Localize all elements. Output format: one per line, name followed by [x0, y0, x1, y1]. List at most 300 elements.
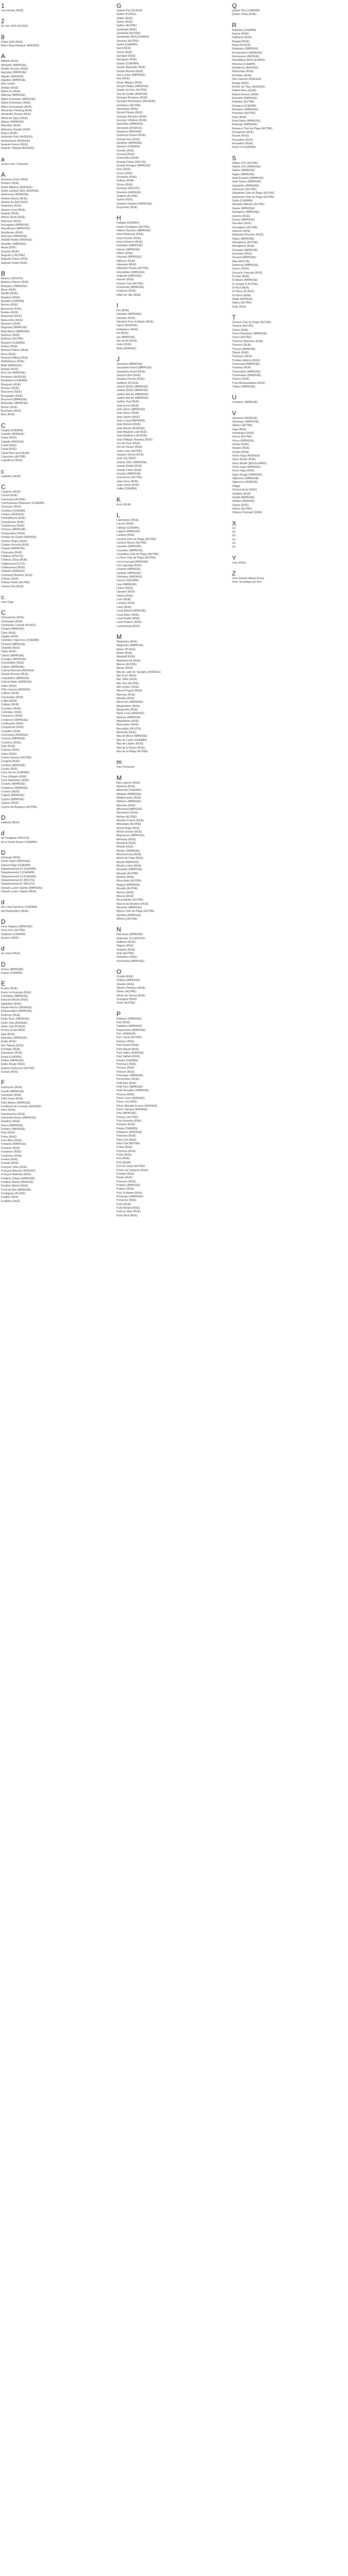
street-item: Forgerons (RUE)	[1, 1154, 22, 1158]
street-item: Hêtres (RUE)	[117, 251, 133, 255]
street-item: Ardennes (RUE)	[1, 219, 21, 223]
street-item: Plaine (CHEMIN)	[117, 1127, 138, 1130]
street-item: Port (RUE)	[117, 1157, 130, 1161]
street-item: Verdun (RUE)	[232, 450, 249, 454]
street-item: Résenia (CHEMIN)	[232, 62, 256, 66]
street-item: Paul Valéry (AVENUE)	[117, 1051, 144, 1055]
letter-section	[1, 422, 116, 463]
street-item: Lézards (IMPASSE)	[117, 568, 141, 571]
street-item: chez Gapt	[1, 600, 14, 604]
street-item: Lilyanne (RUE)	[117, 590, 135, 594]
street-item: Boucles (RUE)	[1, 386, 20, 390]
street-item: Bordelaise (CHEMIN)	[1, 379, 27, 383]
street-item: Canal Rive Sud (QUAI)	[1, 451, 29, 455]
street-item: Capotières (RUE)	[1, 459, 23, 463]
street-item: Lafarge (CHEMIN)	[117, 526, 139, 530]
street-item: Moulins (RUE)	[117, 876, 135, 879]
street-item: Salins (CHEMIN)	[232, 199, 253, 203]
street-item: Génie Militaire (RUE)	[117, 81, 143, 84]
street-item: Henri Barbusse (RUE)	[117, 233, 144, 236]
street-item: Port de Canal (AUTRE)	[117, 1165, 145, 1168]
street-item: Négres (RUE)	[117, 944, 134, 948]
street-item: Cocotiers (RUE)	[1, 707, 21, 710]
street-item: Léon Foucault (IMPASSE)	[117, 560, 148, 564]
section-letter: B	[1, 269, 6, 277]
street-item: Poilus (RUE)	[117, 1146, 132, 1149]
street-item: Cyprès (IMPASSE)	[1, 798, 24, 801]
street-item: Rural 10 (CHEMIN)	[232, 146, 256, 149]
street-item: Lavandins Clair de Plage (AUTRE)	[117, 553, 159, 556]
street-item: Thuyas (IMPASSE)	[232, 347, 256, 351]
section-letter: G	[117, 2, 122, 9]
street-item: Hortensias (IMPASSE)	[117, 286, 144, 290]
street-item: Garns (RUE)	[117, 50, 132, 54]
street-item: Gaston Baissette (RUE)	[117, 66, 146, 70]
street-item: Joseph Delteil (RUE)	[117, 465, 142, 468]
street-item: Jules Verne (RUE)	[117, 483, 139, 487]
street-item: Pierre Curie (AVENUE)	[117, 1096, 145, 1100]
street-item: Plaisance (AVENUE)	[117, 1131, 142, 1134]
street-item: Mouette (AUTRE)	[117, 872, 139, 875]
street-item: Colibri (RUE)	[1, 699, 18, 703]
street-item: Mas de la Plaine (RUE)	[117, 746, 145, 750]
street-item: Elysée Reclus (AVENUE)	[1, 1006, 32, 1010]
street-item: Quatre Pins (CHEMIN)	[232, 9, 260, 12]
street-item: Marjolaines (RUE)	[117, 720, 139, 723]
street-item: Coeurdalles (RUE)	[1, 662, 24, 665]
street-item: Champfleurie (RUE)	[1, 517, 26, 520]
street-item: Antoine de Baif (RUE)	[1, 201, 28, 205]
street-item: Lavande (IMPASSE)	[117, 545, 142, 549]
street-item: Bastien (RUE)	[1, 311, 19, 314]
street-item: Gambetta (RUE)	[117, 28, 137, 31]
street-item: Industrie (IMPASSE)	[117, 313, 142, 316]
street-item: Louis Blanc (RUE)	[117, 613, 139, 617]
street-item: Industrie (RUE)	[117, 316, 136, 320]
street-item: 25 Juin 1944 (PLACE)	[1, 25, 28, 28]
street-item: Ravel (PLACE)	[232, 44, 251, 47]
section-letter: R	[232, 21, 237, 29]
street-item: Mélèzes (IMPASSE)	[117, 800, 141, 804]
street-item: Lilas (IMPASSE)	[117, 583, 137, 586]
street-item: Artois (RUE)	[1, 246, 16, 250]
street-item: André Malraux (AVENUE)	[1, 185, 32, 189]
street-item: Ambroise Paré (AVENUE)	[1, 135, 33, 139]
letter-section	[1, 961, 116, 976]
street-item: Bouconne (RUE)	[1, 391, 22, 394]
street-item: Bourgogne (RUE)	[1, 394, 23, 398]
street-item: Palmiers (IMPASSE)	[117, 1017, 142, 1021]
street-item: Distillerie (CHEMIN)	[1, 933, 26, 936]
street-item: Canal (RUE)	[1, 444, 17, 447]
street-item: Manon (AUTRE)	[117, 663, 137, 666]
section-letter: F	[1, 1079, 5, 1087]
street-item: Gallée (RUE)	[117, 16, 133, 20]
street-item: Heysses (IMPASSE)	[117, 256, 142, 259]
street-item: Bartillé (RUE)	[1, 292, 18, 296]
street-item: Grammon Robert (RUE)	[117, 134, 146, 138]
letter-section	[1, 594, 116, 604]
street-item: Michel Dorrier (RUE)	[117, 831, 142, 834]
street-item: Rabelais (CHEMIN)	[232, 28, 256, 32]
street-item: Molière (IMPASSE)	[117, 849, 140, 853]
street-item: Jean Ferrat (RUE)	[117, 404, 139, 408]
street-item: Fleurs (IMPASSE)	[1, 1124, 23, 1127]
street-item: Courlis (RUE)	[1, 768, 18, 771]
street-item: Pelouse (RUE)	[117, 1070, 135, 1074]
street-item: Anciens (RUE)	[1, 182, 20, 185]
street-item: Loire (RUE)	[117, 598, 131, 602]
street-item: Côtes (RUE)	[1, 684, 17, 688]
street-item: Chasselas (RUE)	[1, 551, 22, 554]
street-item: Bouvreuil (IMPASSE)	[1, 398, 27, 401]
street-item: Laboratoire (RUE)	[117, 518, 139, 522]
street-item: Arbres Neufs (RUE)	[1, 216, 26, 219]
street-item: Albert Schweitzer (RUE)	[1, 101, 31, 105]
street-item: XX	[232, 527, 236, 530]
street-item: Moulin à Vent (RUE)	[117, 865, 142, 868]
street-item: Alfred de Vigny (RUE)	[1, 116, 28, 120]
street-item: Brouhane (RUE)	[1, 409, 22, 413]
street-item: Venise (AUTRE)	[232, 435, 252, 439]
street-item: Châteauneuf (CITÉ)	[1, 562, 26, 566]
street-item: Ecoles (RUE)	[1, 987, 18, 991]
letter-section	[1, 156, 116, 166]
street-item: Auguste Rodin (RUE)	[1, 261, 27, 265]
street-item: Gustave Flaubert (IMPASSE)	[117, 202, 152, 206]
street-item: Instituteurs (RUE)	[117, 328, 139, 331]
section-letter: V	[232, 409, 237, 417]
street-item: Sully (RUE)	[232, 305, 246, 309]
street-item: Mar Leclerc (RUE)	[117, 686, 139, 689]
street-item: Chardonnay (RUE)	[1, 524, 25, 528]
street-item: Le Brun Clair de Plage (AUTRE)	[117, 556, 156, 560]
letter-section	[1, 814, 116, 825]
street-item: Luxembourg (RUE)	[117, 624, 140, 628]
street-item: Muguet (IMPASSE)	[117, 883, 140, 887]
street-item: Ambles (RUE)	[1, 86, 19, 90]
letter-section	[117, 496, 231, 507]
street-item: Myosotis (IMPASSE)	[117, 906, 142, 909]
letter-section	[1, 1079, 116, 1204]
street-item: Parc Canal (AUTRE)	[117, 1036, 142, 1040]
street-item: Giroflées (IMPASSE)	[117, 142, 142, 145]
street-item: Hirondelles (IMPASSE)	[117, 270, 145, 274]
street-item: Saladelles (IMPASSE)	[232, 184, 259, 188]
street-item: Savoie (IMPASSE)	[232, 218, 255, 222]
street-item: Plein Ciel (RUE)	[117, 1138, 137, 1142]
street-item: Mar de Latte de Tassigny (AVENUE)	[117, 670, 161, 674]
street-item: Corrèze (IMPASSE)	[1, 737, 25, 741]
letter-section	[232, 2, 347, 17]
street-item: Jean Zay (RUE)	[117, 457, 136, 461]
street-item: Hospices (RUE)	[117, 290, 136, 293]
street-item: Jeanne d'Arc (IMPASSE)	[117, 461, 147, 464]
street-item: Gounod (RUE)	[117, 153, 135, 157]
street-item: Carnot (RUE)	[1, 494, 18, 498]
street-item: Fiers (RUE)	[1, 1109, 15, 1112]
street-item: Berlioz (RUE)	[1, 345, 18, 349]
street-item: Roussillon (RUE)	[232, 142, 253, 145]
street-item: Citadelle (RUE)	[1, 647, 20, 650]
street-item: Bertrand Rilling (RUE)	[1, 357, 28, 360]
street-item: des Radoubiers (RUE)	[1, 909, 29, 913]
section-letter: D	[1, 849, 6, 856]
street-item: Paquerettes (IMPASSE)	[117, 1028, 146, 1032]
street-item: Source (RUE)	[232, 267, 249, 271]
street-item: Muriers (RUE)	[117, 891, 134, 894]
street-item: Tamaris Clair de Plage (AUTRE)	[232, 321, 272, 325]
street-item: Paul Eluard (RUE)	[117, 1044, 139, 1047]
street-item: Hallage (CHEMIN)	[117, 222, 139, 225]
letter-section	[1, 270, 116, 417]
street-item: Touristes (RUE)	[232, 366, 252, 370]
street-item: Arquibuses (RUE)	[1, 231, 23, 234]
street-item: de la Garde Basse (CHEMIN)	[1, 840, 37, 844]
street-item: Garbe (CHEMIN)	[117, 43, 138, 47]
street-item: Hibiscus (RUE)	[117, 259, 136, 263]
street-item: Augustin Pierre (RUE)	[1, 258, 28, 261]
street-item: Député Lucien Salette (RUE)	[1, 890, 37, 893]
street-item: Henri Fornier (RUE)	[117, 236, 141, 240]
street-item: 1ère Armée (RUE)	[1, 9, 24, 12]
street-item: Debonge (RUE)	[1, 856, 21, 859]
street-item: Juillet (CHEMIN)	[117, 487, 137, 491]
street-item: Rethondes (RUE)	[232, 70, 254, 74]
street-item: Marennes (IMPASSE)	[117, 701, 143, 704]
street-item: Brus (RUE)	[1, 413, 15, 417]
street-item: Stalou (AUTRE)	[232, 301, 252, 305]
street-item: Rossignols (RUE)	[232, 130, 254, 134]
street-item: Voltaire (AVENUE)	[232, 500, 255, 503]
section-letter: Z	[232, 569, 236, 577]
street-item: Louis Braille (RUE)	[117, 617, 140, 620]
street-item: Châteauneuf (RUE)	[1, 566, 25, 569]
street-item: Gentianes (AUTRE)	[117, 104, 141, 107]
street-item: Confiturerie (RUE)	[1, 722, 24, 725]
street-item: Agoretes (IMPASSE)	[1, 71, 27, 75]
street-item: Gard (RUE)	[117, 47, 131, 50]
street-item: Mar Foch (RUE)	[117, 674, 137, 677]
street-item: Puits du Bois (RUE)	[117, 1210, 141, 1214]
letter-section	[232, 410, 347, 515]
street-item: Bidet (IMPASSE)	[1, 364, 22, 367]
section-letter: P	[117, 1010, 121, 1018]
street-item: Aristide Maillol (AVENUE)	[1, 239, 32, 242]
street-item: Château (ROUTE)	[1, 554, 24, 558]
street-item: Bergerie (CHEMIN)	[1, 341, 25, 345]
street-item: ancien Parc Chassese	[1, 162, 28, 166]
street-item: Parc (AVENUE)	[117, 1032, 136, 1036]
street-item: Malebranche (RUE)	[117, 659, 141, 663]
street-item: Minoterie (RUE)	[117, 842, 136, 845]
street-item: Départemental 52 (ROUTE)	[1, 878, 35, 882]
street-item: Sables d'Or (IMPASSE)	[232, 165, 261, 169]
street-item: Résidence (AVENUE)	[232, 66, 259, 70]
street-item: Prairies (RUE)	[117, 1188, 135, 1191]
street-item: Marines (IMPASSE)	[117, 716, 141, 719]
street-item: Chopin (IMPASSE)	[1, 628, 24, 631]
street-item: Sémaphore (RUE)	[232, 245, 255, 248]
street-item: Isle de Ré (RUE)	[117, 339, 138, 343]
street-item: Jardinier (PLACE)	[117, 381, 139, 385]
street-item: Folies (RUE)	[1, 1135, 17, 1139]
street-item: Neflières (RUE)	[117, 940, 136, 944]
street-item: Renaissance (IMPASSE)	[232, 51, 262, 55]
street-item: Joseph Fabre (RUE)	[117, 468, 142, 472]
street-item: Ecole Le Français (RUE)	[1, 991, 31, 994]
street-item: Herbettes (IMPASSE)	[117, 244, 143, 248]
street-item: Mas de Cazer (CHEMIN)	[117, 738, 147, 742]
street-item: Sarcelles (RUE)	[232, 222, 252, 226]
street-item: Départemental 2 (CHEMIN)	[1, 871, 35, 875]
street-item: Carroyers (RUE)	[1, 505, 22, 509]
street-item: Salicornes (AUTRE)	[232, 188, 257, 192]
letter-section	[1, 2, 116, 13]
street-item: Ysar (RUE)	[232, 561, 246, 565]
street-item: Marcel Pagnol (RUE)	[117, 689, 143, 693]
street-item: Raffinerie (RUE)	[232, 36, 252, 40]
street-item: Albert Gourmande (RUE)	[1, 105, 32, 109]
street-item: Mésanges (AUTRE)	[117, 823, 141, 826]
street-item: Bois Joli (IMPASSE)	[1, 371, 26, 375]
index-column	[1, 2, 117, 2576]
street-item: Châtelet (AVENUE)	[1, 570, 25, 573]
street-item: Picasso (RUE)	[117, 1093, 135, 1096]
street-item: Neptune (RUE)	[117, 948, 136, 952]
street-item: Bazaille (CHEMIN)	[1, 299, 24, 303]
street-item: Dunes (IMPASSE)	[1, 968, 24, 971]
street-item: Croisets (IMPASSE)	[1, 783, 26, 786]
street-item: Pradets (IMPASSE)	[117, 1183, 141, 1187]
street-item: Narcisses (IMPASSE)	[117, 933, 143, 937]
section-letter: d	[1, 945, 5, 953]
street-item: Brelandier (IMPASSE)	[1, 402, 28, 405]
section-letter: D	[1, 960, 6, 968]
street-item: Pinsons (AUTRE)	[117, 1115, 138, 1119]
street-item: François Mauriac (AVENUE)	[1, 1169, 36, 1173]
letter-section	[1, 918, 116, 940]
street-item: Anatole Thibault (AVENUE)	[1, 147, 35, 150]
street-item: Embarcadère (IMPASSE)	[1, 1010, 32, 1013]
street-item: Croisières (IMPASSE)	[1, 786, 28, 790]
street-item: Village	[232, 484, 240, 488]
street-item: Vigne Rouge (IMPASSE)	[232, 473, 262, 477]
street-item: Auguste (L'AUTRE)	[1, 253, 25, 257]
street-item: Iles (RUE)	[117, 309, 129, 313]
section-letter: 2	[1, 18, 5, 25]
street-item: Anatole (RUE)	[1, 212, 19, 216]
street-item: Pierre Sémard (AVENUE)	[117, 1108, 148, 1111]
street-item: Victor Hugo (AVENUE)	[232, 454, 260, 458]
street-item: Jourdan (IMPASSE)	[117, 472, 141, 476]
street-item: Jean Lurçat (IMPASSE)	[117, 419, 145, 423]
street-item: Haute Frontignan (AUTRE)	[117, 225, 150, 229]
street-item: Mendès France (RUE)	[117, 819, 144, 822]
street-item: Aiguilles (IMPASSE)	[1, 79, 26, 82]
street-item: Victor Hugo (RUE)	[232, 469, 255, 473]
street-item: Montmorency (RUE)	[117, 853, 142, 857]
street-item: Lisière (RUE)	[117, 587, 133, 590]
street-item: Marie Curie (AVENUE)	[117, 712, 144, 716]
street-item: Jules Ferry (RUE)	[117, 480, 139, 483]
street-item: Fontaine (RUE)	[1, 1146, 20, 1150]
street-item: Portalet (RUE)	[117, 1172, 135, 1176]
street-item: Colombier (RUE)	[1, 710, 22, 714]
street-item: Erelle (RUE)	[1, 1040, 16, 1044]
street-item: Fusillées (RUE)	[1, 1199, 21, 1203]
street-item: Grives (RUE)	[117, 183, 133, 187]
letter-section	[1, 53, 116, 150]
letter-section	[232, 394, 347, 404]
street-item: Vieux Moulin (BOULEVARD)	[232, 462, 267, 465]
street-item: Cheverloute (RUE)	[1, 616, 24, 620]
street-item: Lierres (SQUARE)	[117, 579, 139, 583]
street-item: Jardins (RUE) (IMPASSE)	[117, 389, 148, 393]
letter-section	[1, 849, 116, 894]
street-item: Capelle (AVENUE)	[1, 440, 24, 444]
street-item: Terres (AUTRE)	[232, 336, 252, 340]
index-column	[232, 2, 347, 2576]
section-letter: J	[117, 355, 120, 363]
street-item: Henri Vincenot (RUE)	[117, 240, 143, 244]
street-item: Vacances (AVENUE)	[232, 416, 258, 420]
street-item: Galère (PLACE)	[117, 13, 137, 16]
street-item: Bécanins (RUE)	[1, 323, 21, 326]
street-item: XX	[232, 546, 236, 549]
street-item: Départemental 14 (CHEMIN)	[1, 875, 36, 878]
street-item: Jacques Prévert (RUE)	[117, 378, 145, 381]
letter-section	[117, 355, 231, 492]
street-item: Maternité (CHEMIN)	[117, 789, 141, 792]
street-item: Printemps (IMPASSE)	[117, 1195, 143, 1198]
letter-section	[117, 2, 231, 210]
street-item: du Canal (RUE)	[1, 952, 21, 956]
letter-section	[117, 774, 231, 922]
street-item: Cugnot (IMPASSE)	[1, 794, 25, 798]
street-item: Pasteur (RUE)	[117, 1040, 135, 1043]
street-item: Myrtilles (IMPASSE)	[117, 913, 141, 917]
street-item: Dalberty (RUE)	[1, 821, 20, 824]
street-item: Petit Parc (IMPASSE)	[117, 1085, 143, 1089]
street-item: Galets (RUE)	[117, 21, 133, 24]
street-item: Grands Rivages (IMPASSE)	[117, 164, 151, 168]
street-item: Mémoire (RUE)	[117, 804, 136, 807]
street-item: Calvelle (AVENUE)	[1, 432, 25, 436]
street-item: Beaumont (RUE)	[1, 315, 22, 318]
street-item: Colonel Bernard (AVENUE)	[1, 669, 35, 673]
street-item: Lagune (IMPASSE)	[117, 530, 140, 533]
street-item: Jacques Sernat (RUE)	[117, 453, 144, 457]
street-item: Poussins (RUE)	[117, 1180, 136, 1183]
street-item: Léo Lagrange (RUE)	[117, 564, 142, 568]
street-item: Berry (RUE)	[1, 352, 16, 356]
street-item: Violettes (RUE)	[232, 492, 251, 496]
section-letter: c	[1, 467, 4, 475]
street-item: Carrousseaux Rabasses (CHEMIN)	[1, 502, 44, 505]
street-item: Méditerranée (RUE)	[117, 796, 141, 800]
street-item: Colbert (IMPASSE)	[1, 665, 25, 669]
street-item: Littoral (RUE)	[117, 594, 134, 598]
street-item: Libération (AVENUE)	[117, 575, 142, 579]
street-item: Christophe Colomb (PLACE)	[1, 624, 36, 627]
street-item: Madeleine (RUE)	[117, 640, 138, 643]
section-letter: L	[117, 511, 120, 519]
street-item: Roussillon (RUE)	[232, 138, 253, 142]
street-item: Eglantiers (RUE)	[1, 1002, 22, 1006]
street-item: Tourterelles (IMPASSE)	[232, 370, 261, 374]
street-item: Commerce (RUE)	[1, 715, 23, 718]
